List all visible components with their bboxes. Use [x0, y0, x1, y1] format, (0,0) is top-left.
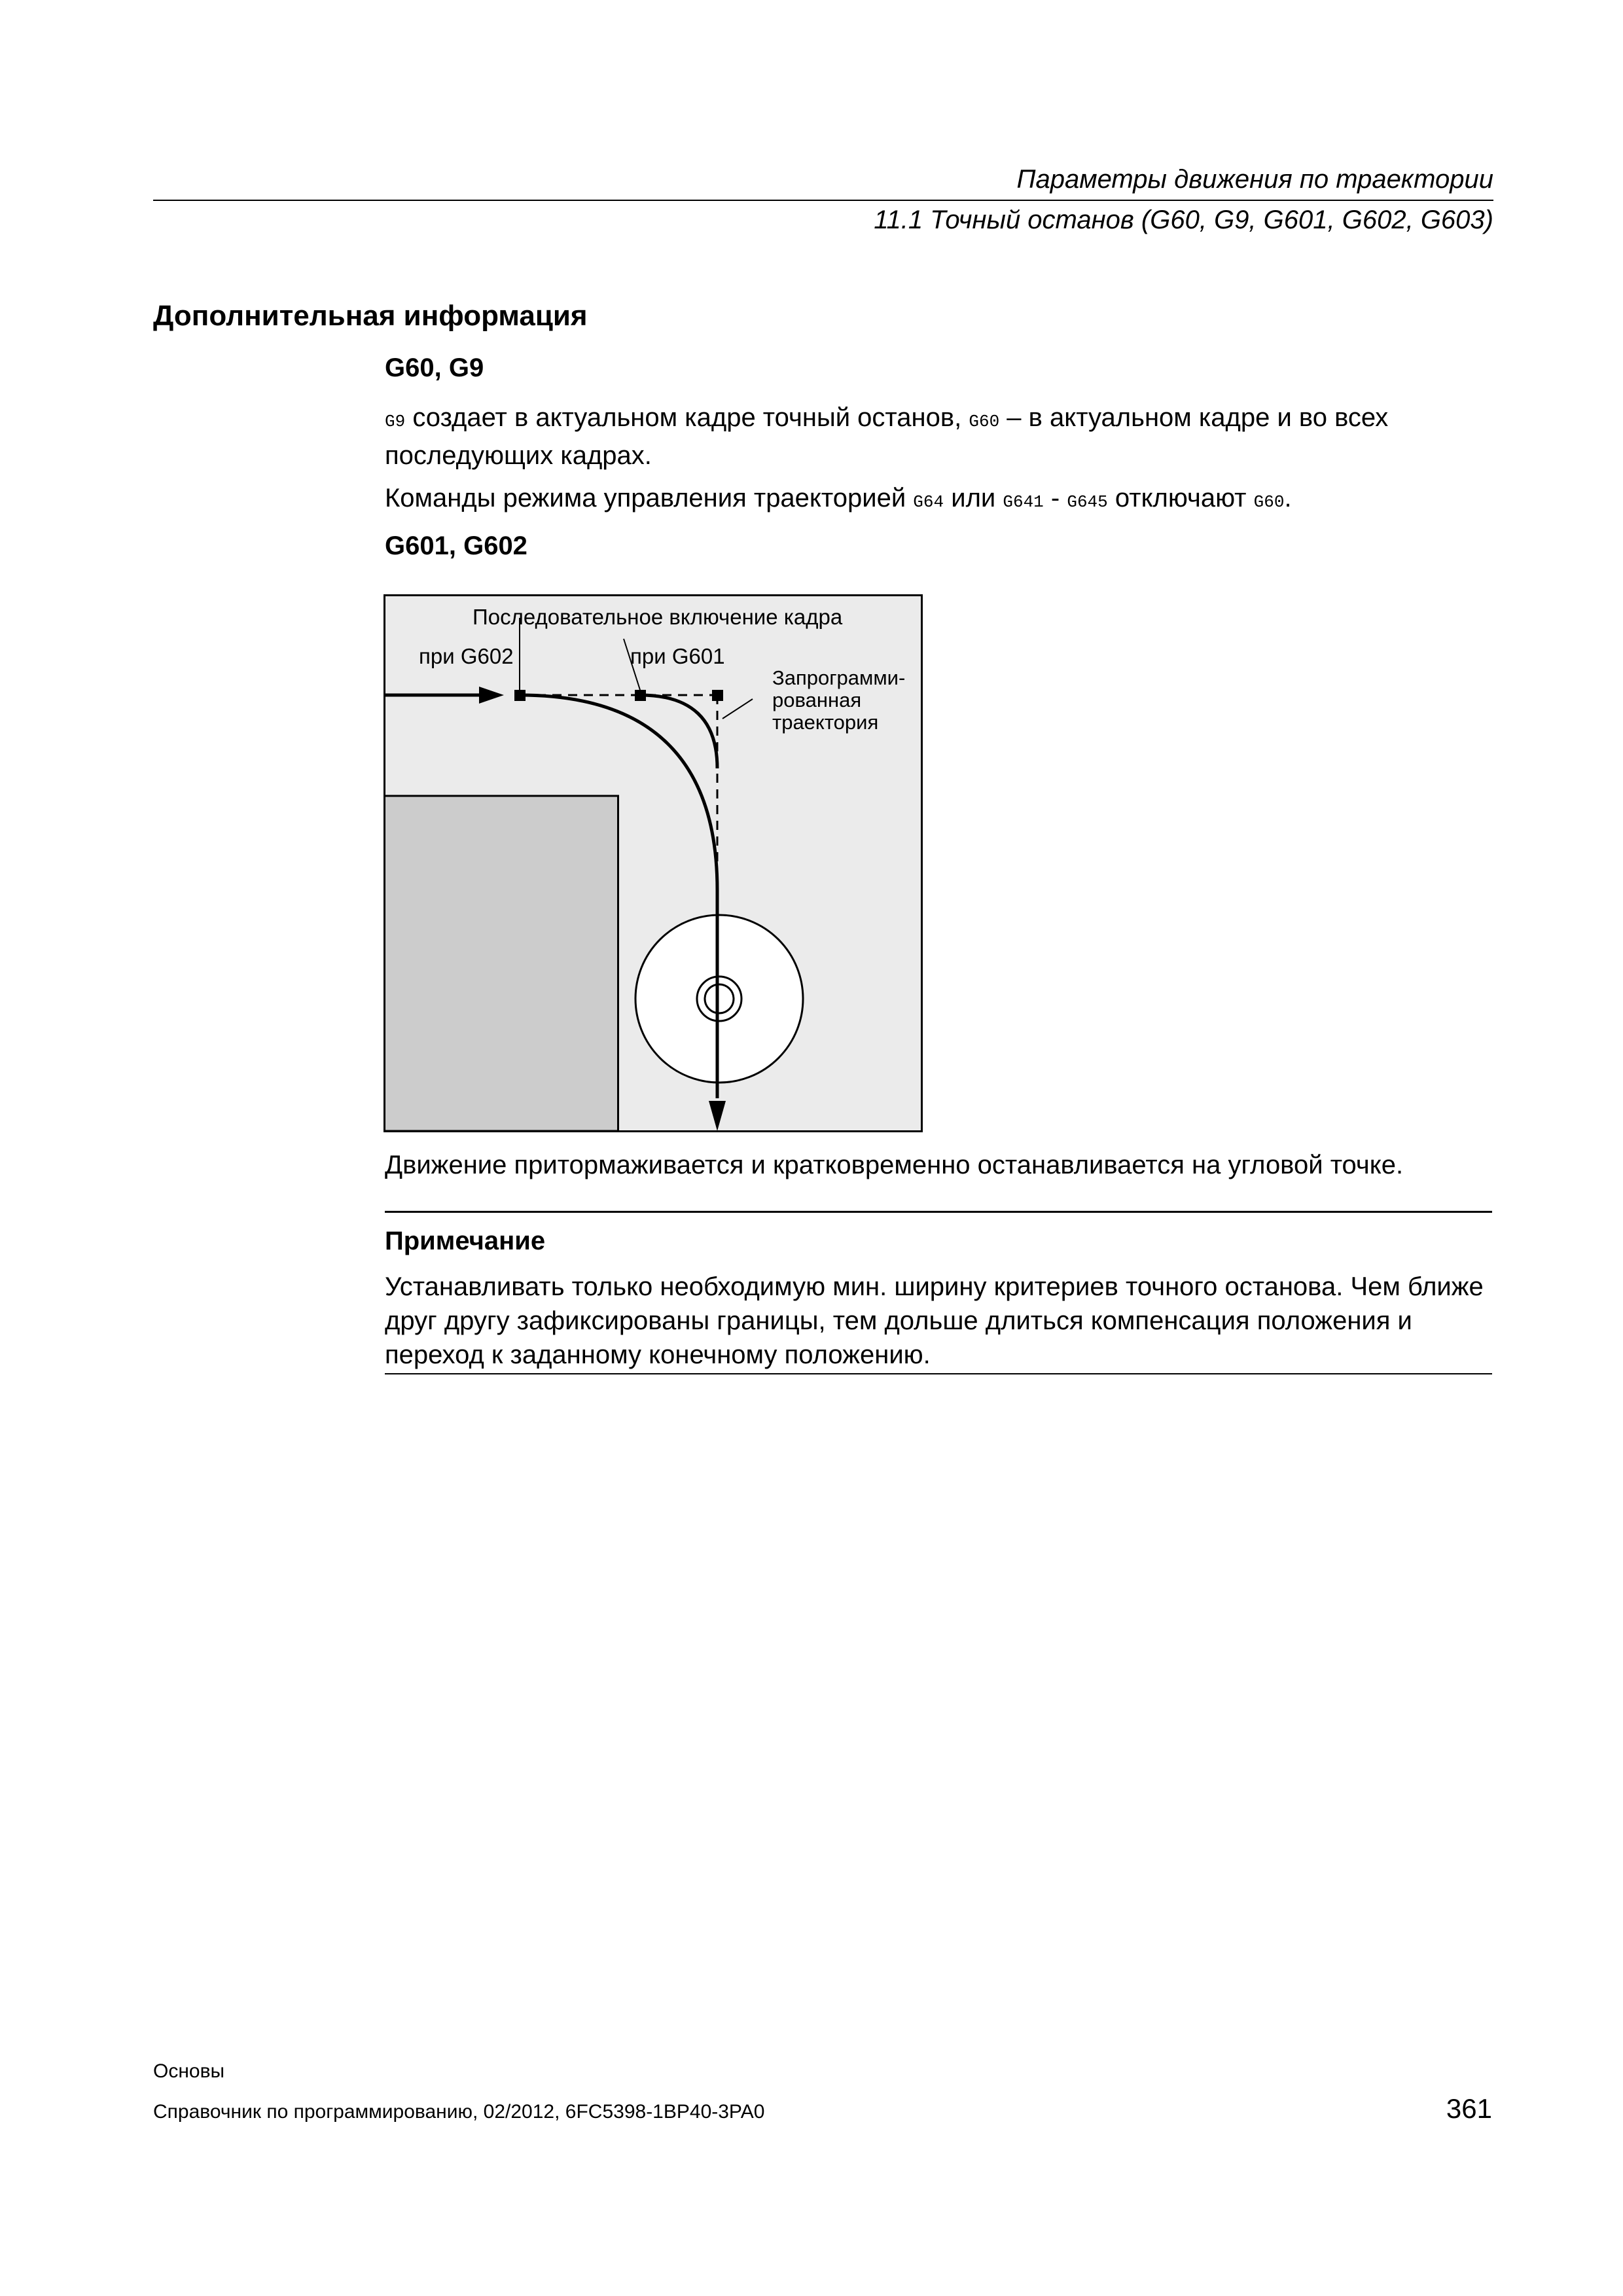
section-title: Дополнительная информация	[153, 300, 588, 332]
label-programmed-line2: рованная	[772, 689, 862, 711]
label-block-switch: Последовательное включение кадра	[473, 605, 843, 629]
tool-center-inner	[705, 984, 734, 1013]
text: Команды режима управления траекторией	[385, 484, 914, 512]
note-title: Примечание	[385, 1227, 546, 1255]
code-g641: G641	[1003, 492, 1044, 512]
marker-g601	[635, 690, 646, 701]
note-top-rule	[385, 1211, 1492, 1213]
header-rule	[153, 200, 1493, 201]
marker-g602	[514, 690, 526, 701]
workpiece-block	[385, 796, 618, 1131]
label-g602: при G602	[419, 644, 514, 668]
label-g601: при G601	[630, 644, 725, 668]
code-g64: G64	[913, 492, 944, 512]
exact-stop-figure	[383, 594, 924, 1134]
figure-caption: Движение притормаживается и кратковременно останавливается на угловой точке.	[385, 1151, 1404, 1179]
text: создает в актуальном кадре точный останов,	[405, 403, 969, 432]
code-g60: G60	[969, 412, 1000, 431]
label-programmed-line1: Запрограмми-	[772, 666, 906, 689]
text: или	[944, 484, 1003, 512]
note-text: Устанавливать только необходимую мин. ширину критериев точного останова. Чем ближе друг другу зафиксированы границы, тем дольше длиться компенсация положения и переход к заданному конечному положению.	[385, 1272, 1484, 1369]
subheading-g601-g602: G601, G602	[385, 531, 527, 560]
footer-book: Основы	[153, 2060, 225, 2082]
footer-manual: Справочник по программированию, 02/2012, 6FC5398-1BP40-3PA0	[153, 2101, 765, 2123]
page-number: 361	[1446, 2093, 1492, 2124]
note-bottom-rule	[385, 1373, 1492, 1374]
subheading-g60-g9: G60, G9	[385, 353, 484, 382]
running-header-section: 11.1 Точный останов (G60, G9, G601, G602, G603)	[874, 206, 1493, 234]
paragraph-path-modes	[385, 481, 1497, 519]
code-g645: G645	[1067, 492, 1108, 512]
text: отключают	[1107, 484, 1254, 512]
marker-corner	[712, 690, 723, 701]
label-programmed-line3: траектория	[772, 711, 879, 734]
running-header-chapter: Параметры движения по траектории	[1016, 165, 1493, 194]
paragraph-g9-g60	[385, 401, 1497, 473]
text: -	[1043, 484, 1067, 512]
code-g9: G9	[385, 412, 406, 431]
text: – в актуальном кадре и во всех последующих кадрах.	[385, 403, 1389, 470]
code-g60: G60	[1253, 492, 1285, 512]
text: .	[1284, 484, 1292, 512]
